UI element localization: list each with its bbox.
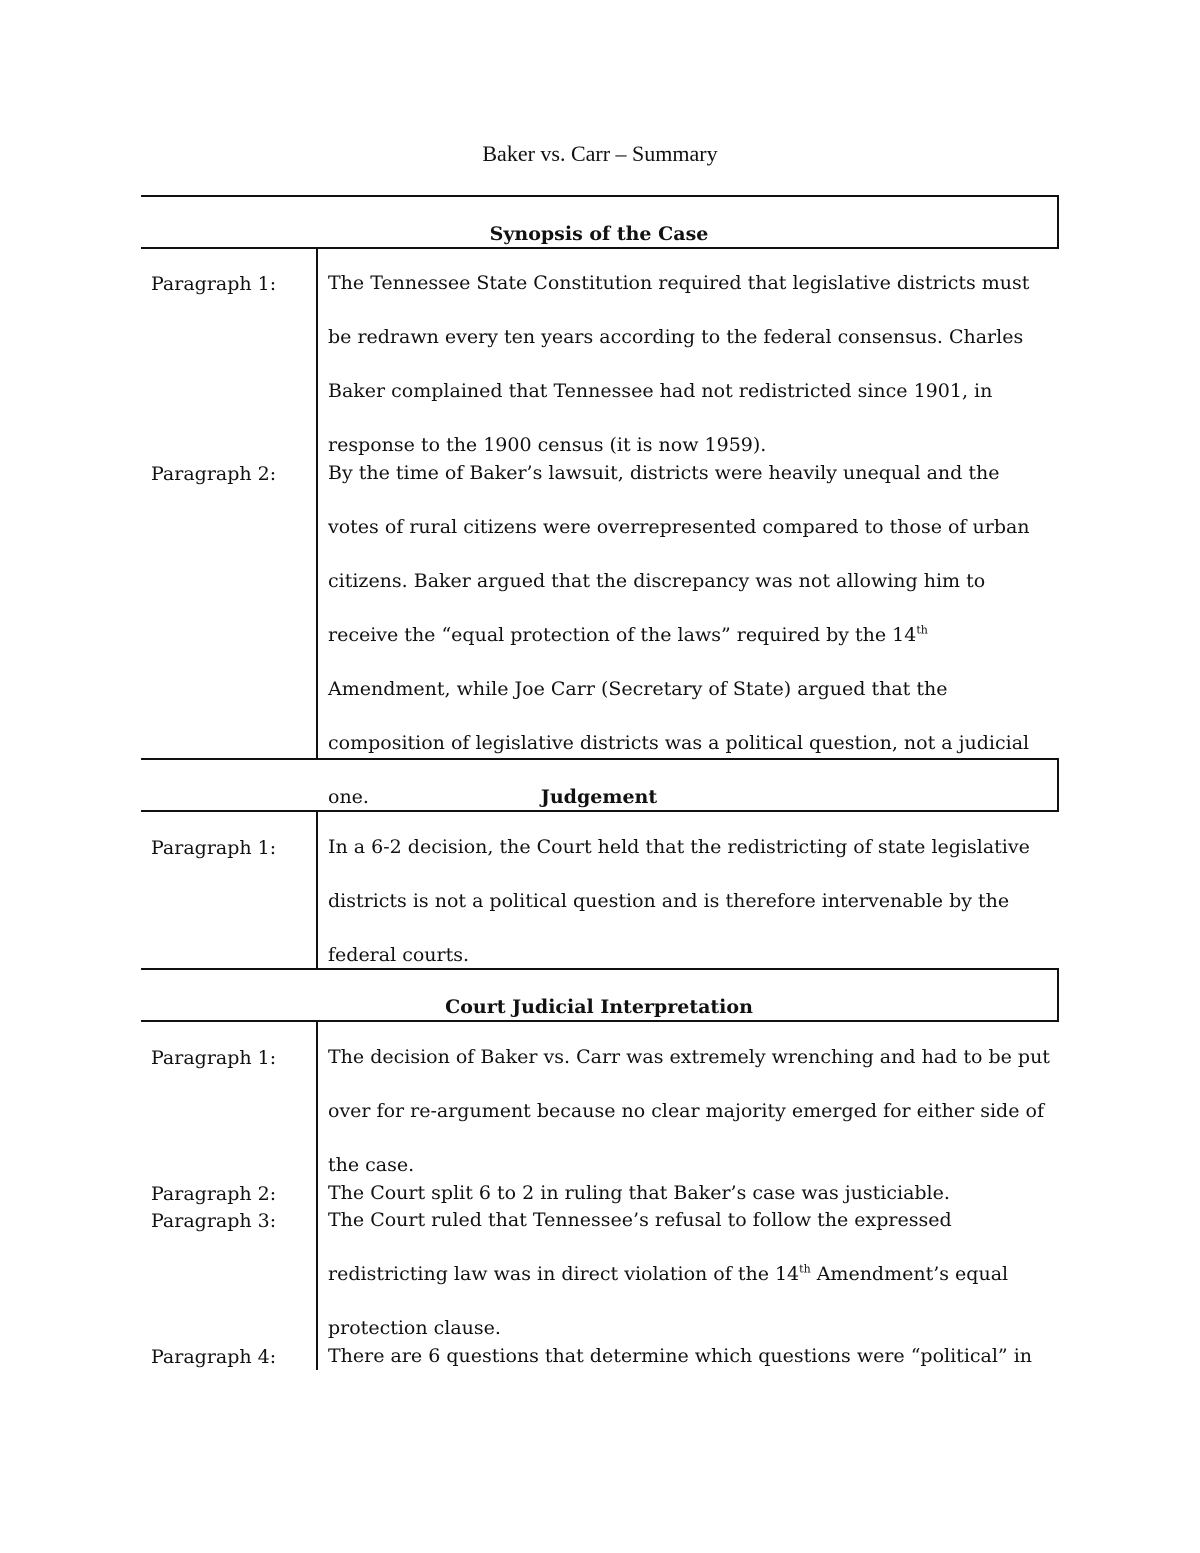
paragraph-text: In a 6-2 decision, the Court held that the redistricting of state legislative districts is not a political question and is therefore intervenable by the federal courts.	[328, 836, 1030, 966]
paragraph-text: The decision of Baker vs. Carr was extremely wrenching and had to be put over for re-argument because no clear majority emerged for either side of the case.	[328, 1046, 1050, 1176]
paragraph-text: The Tennessee State Constitution required that legislative districts must be redrawn every ten years according to the federal consensus. Charles Baker complained that Tennessee had not redistricted since 1901, in response to the 1900 census (it is now 1959).	[328, 272, 1030, 456]
text-segment: The Court ruled that Tennessee’s refusal to follow the expressed redistricting law was in direct violation of the 14	[328, 1209, 952, 1285]
section-heading: Court Judicial Interpretation	[445, 996, 753, 1018]
paragraph-label: Paragraph 1:	[151, 1047, 277, 1069]
column-divider	[316, 810, 318, 970]
paragraph-text: There are 6 questions that determine which questions were “political” in	[328, 1345, 1033, 1367]
section-header	[141, 758, 1059, 812]
document-title: Baker vs. Carr – Summary	[482, 141, 718, 166]
paragraph-label: Paragraph 1:	[151, 837, 277, 859]
paragraph-label: Paragraph 1:	[151, 273, 277, 295]
text-segment: Amendment’s equal protection clause.	[328, 1263, 1009, 1339]
column-divider	[316, 1020, 318, 1370]
section-heading: Judgement	[540, 786, 658, 808]
column-divider	[316, 247, 318, 759]
section-header	[141, 968, 1059, 1022]
paragraph-label: Paragraph 2:	[151, 1183, 277, 1205]
section-heading: Synopsis of the Case	[489, 223, 709, 245]
paragraph-label: Paragraph 2:	[151, 463, 277, 485]
ordinal-suffix: th	[916, 623, 928, 637]
paragraph-text: The Court split 6 to 2 in ruling that Baker’s case was justiciable.	[328, 1182, 950, 1204]
text-segment: By the time of Baker’s lawsuit, districts were heavily unequal and the votes of rural citizens were overrepresented compared to those of urban citizens. Baker argued that the discrepancy was not allowing him to receive the “equal protection of the laws” required by the 14	[328, 462, 1030, 646]
paragraph-label: Paragraph 3:	[151, 1210, 277, 1232]
ordinal-suffix: th	[799, 1262, 811, 1276]
paragraph-label: Paragraph 4:	[151, 1346, 277, 1368]
section-header	[141, 195, 1059, 249]
text-segment: Amendment, while Joe Carr (Secretary of State) argued that the composition of legislative districts was a political question, not a judicial one.	[328, 678, 1030, 808]
